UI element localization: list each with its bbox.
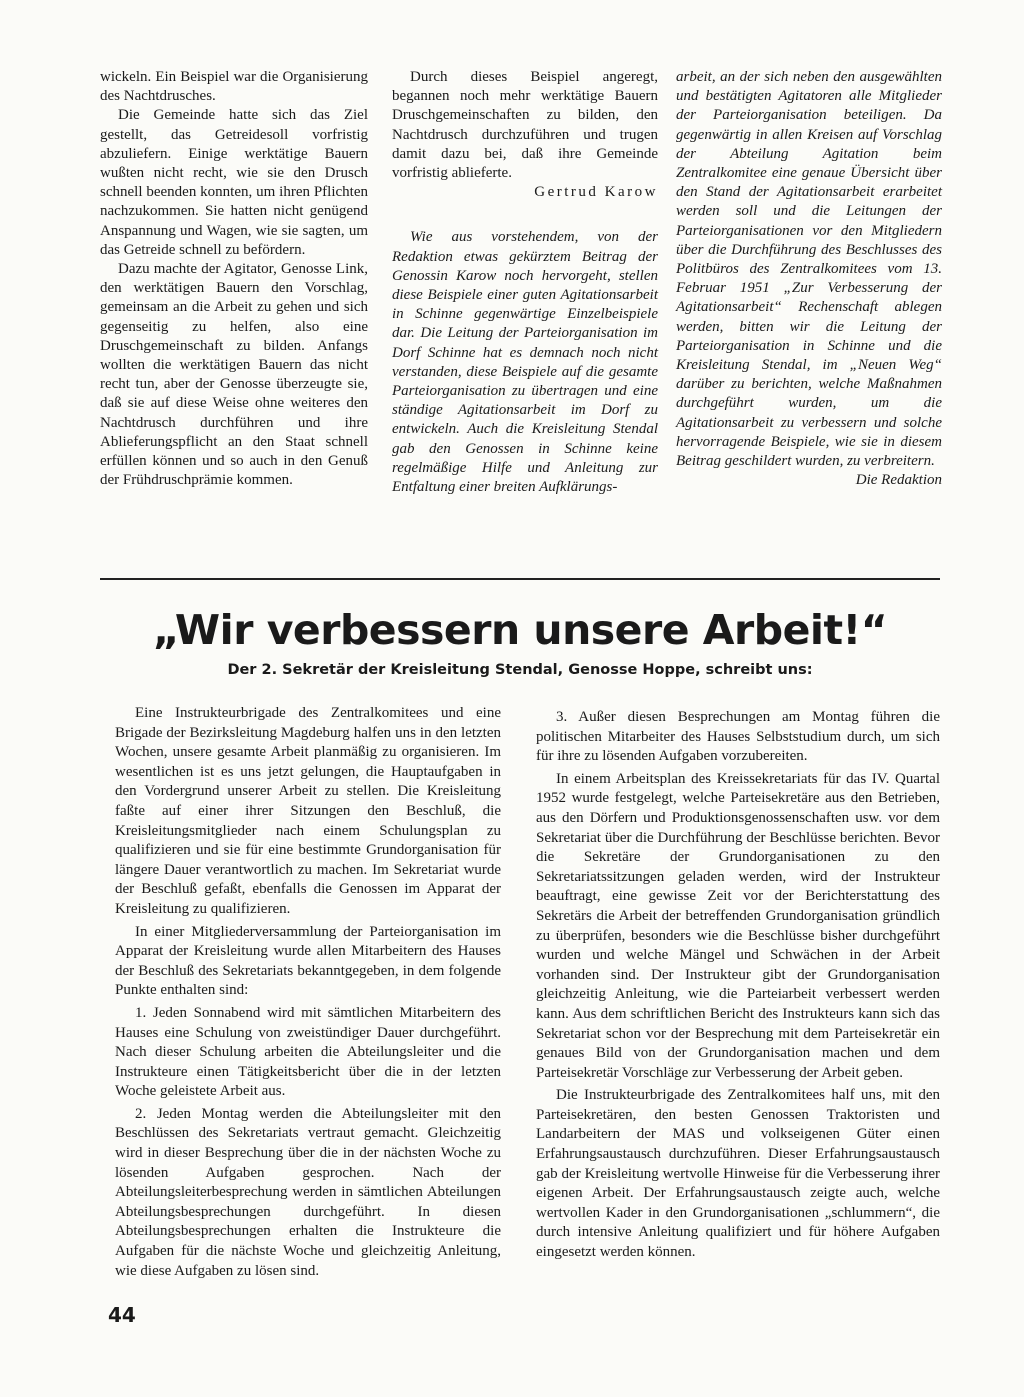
article-subheadline: Der 2. Sekretär der Kreisleitung Stendal, Genosse Hoppe, schreibt uns: xyxy=(227,662,813,678)
article-column-right xyxy=(536,708,940,1266)
article-column-left xyxy=(115,704,501,1284)
paragraph: wickeln. Ein Beispiel war die Organisierung des Nachtdrusches. xyxy=(100,69,368,105)
section-divider xyxy=(100,578,940,580)
paragraph: Eine Instrukteurbrigade des Zentralkomitees und eine Brigade der Bezirksleitung Magdeburg halfen uns in den letzten Wochen, unsere gesamte Arbeit planmäßig zu organisieren. Im wesentlichen ist es uns jetzt gelungen, die Hauptaufgaben in den Vordergrund unserer Arbeit zu stellen. Die Kreisleitung faßte auf einer ihrer Sitzungen den Beschluß, die Kreisleitungsmitglieder nach einem Schulungsplan zu qualifizieren und sie für eine bestimmte Grundorganisation für längere Dauer verantwortlich zu machen. Im Sekretariat wurde der Beschluß gefaßt, ebenfalls die Genossen im Apparat der Kreisleitung zu qualifizieren. xyxy=(115,705,501,917)
top-column-1 xyxy=(100,68,368,490)
author-signature: Gertrud Karow xyxy=(534,184,658,201)
paragraph: Die Instrukteurbrigade des Zentralkomitees half uns, mit den Parteisekretären, den besten Genossen Traktoristen und Landarbeitern der MAS und volkseigenen Güter einen Erfahrungsaustausch durchzuführen. Dieser Erfahrungsaustausch gab der Kreisleitung wertvolle Hinweise für die Verbesserung ihrer eigenen Arbeit. Der Erfahrungsaustausch zeigte auch, welche wertvollen Kader in den Grundorganisationen „schlummern“, die durch intensive Anleitung qualifiziert und für höhere Aufgaben eingesetzt werden können. xyxy=(536,1087,940,1261)
top-column-3 xyxy=(676,68,942,490)
editor-note-continued: arbeit, an der sich neben den ausgewählten und bestätigten Agitatoren alle Mitglieder der Parteiorganisation beteiligen. Da gegenwärtig in allen Kreisen auf Vorschlag der Abteilung Agitation beim Zentralkomitee eine genaue Übersicht über den Stand der Agitationsarbeit erarbeitet werden soll und die Leitungen der Parteiorganisationen vor den Mitgliedern über die Durchführung des Beschlusses des Politbüros des Zentralkomitees vom 13. Februar 1951 „Zur Verbesserung der Agitationsarbeit“ Rechenschaft ablegen werden, bitten wir die Leitung der Parteiorganisation in Schinne und die Kreisleitung Stendal, im „Neuen Weg“ darüber zu berichten, welche Maßnahmen durchgeführt wurden, um die Agitationsarbeit zu verbessern und solche hervorragende Beispiele, wie sie in diesem Beitrag geschildert wurden, zu verbreitern. xyxy=(676,69,942,470)
paragraph: Durch dieses Beispiel angeregt, begannen noch mehr werktätige Bauern Druschgemeinschaften zu bilden, den Nachtdrusch durchzuführen und trugen damit dazu bei, daß ihre Gemeinde vorfristig ablieferte. xyxy=(392,69,658,182)
editor-note: Wie aus vorstehendem, von der Redaktion etwas gekürztem Beitrag der Genossin Karow noch hervorgeht, stellen diese Beispiele einer guten Agitationsarbeit in Schinne gegenwärtige Einzelbeispiele dar. Die Leitung der Parteiorganisation im Dorf Schinne hat es demnach noch nicht verstanden, diese Beispiele auf die gesamte Parteiorganisation zu übertragen und eine ständige Agitationsarbeit im Dorf zu entwickeln. Auch die Kreisleitung Stendal gab den Genossen in Schinne keine regelmäßige Hilfe und Anleitung zur Entfaltung einer breiten Aufklärungs- xyxy=(392,229,658,496)
paragraph: 3. Außer diesen Besprechungen am Montag führen die politischen Mitarbeiter des Hauses Selbststudium durch, um sich für ihre zu lösenden Aufgaben vorzubereiten. xyxy=(536,709,940,765)
top-column-2 xyxy=(392,68,658,497)
paragraph: In einer Mitgliederversammlung der Parteiorganisation im Apparat der Kreisleitung wurde allen Mitarbeitern des Hauses der Beschluß des Sekretariats bekanntgegeben, in dem folgende Punkte enthalten sind: xyxy=(115,923,501,999)
paragraph: In einem Arbeitsplan des Kreissekretariats für das IV. Quartal 1952 wurde festgelegt, welche Parteisekretäre aus den Betrieben, aus den Dörfern und Produktionsgenossenschaften usw. vor dem Sekretariat über die Durchführung der Beschlüsse berichten. Bevor die Sekretäre der Grundorganisationen zu den Sekretariatssitzungen geladen werden, wird der Instrukteur beauftragt, eine gewisse Zeit vor der Berichterstattung des Sekretärs die Arbeit der betreffenden Grundorganisation gründlich zu überprüfen, besonders wie die Beschlüsse bisher durchgeführt wurden und welche Mängel und Schwächen in der Arbeit vorhanden sind. Der Instrukteur gibt der Grundorganisation gleichzeitig Anleitung, wie die Parteiarbeit verbessert werden kann. Aus dem schriftlichen Bericht des Instrukteurs kann sich das Sekretariat schon vor der Besprechung mit dem Parteisekretär ein genaues Bild von der Grundorganisation machen und dem Parteisekretär Vorschläge zur Verbesserung der Arbeit geben. xyxy=(536,770,940,1081)
paragraph: Die Gemeinde hatte sich das Ziel gestellt, das Getreidesoll vorfristig abzuliefern. Einige werktätige Bauern wußten nicht recht, wie sie den Drusch schnell beenden konnten, um ihren Pflichten nachzukommen. Sie hatten nicht genügend Anspannung und Wagen, wie sie sagten, um das Getreide schnell zu befördern. xyxy=(100,107,368,258)
paragraph: 1. Jeden Sonnabend wird mit sämtlichen Mitarbeitern des Hauses eine Schulung von zweistündiger Dauer durchgeführt. Nach dieser Schulung arbeiten die Abteilungsleiter und die Instrukteure einen Tätigkeitsbericht über die in der letzten Woche geleistete Arbeit aus. xyxy=(115,1004,501,1100)
editor-signature: Die Redaktion xyxy=(855,472,942,489)
article-headline: „Wir verbessern unsere Arbeit!“ xyxy=(152,606,888,654)
paragraph: 2. Jeden Montag werden die Abteilungsleiter mit den Beschlüssen des Sekretariats vertraut gemacht. Gleichzeitig wird in dieser Besprechung über die in der nächsten Woche zu lösenden Aufgaben gesprochen. Nach der Abteilungsleiterbesprechung werden in sämtlichen Abteilungen Abteilungsbesprechungen durchgeführt. In diesen Abteilungsbesprechungen erhalten die Instrukteure die Aufgaben für die nächste Woche und gleichzeitig Anleitung, wie diese Aufgaben zu lösen sind. xyxy=(115,1105,501,1279)
page-number: 44 xyxy=(108,1303,136,1327)
paragraph: Dazu machte der Agitator, Genosse Link, den werktätigen Bauern den Vorschlag, gemeinsam an die Arbeit zu gehen und sich gegenseitig zu helfen, also eine Druschgemeinschaft zu bilden. Anfangs wollten die werktätigen Bauern das nicht recht tun, aber der Genosse überzeugte sie, daß sie auf diese Weise ohne weiteres den Nachtdrusch durchführen und ihre Ablieferungspflicht an den Staat schnell erfüllen können und so auch in den Genuß der Frühdruschprämie kommen. xyxy=(100,261,368,489)
